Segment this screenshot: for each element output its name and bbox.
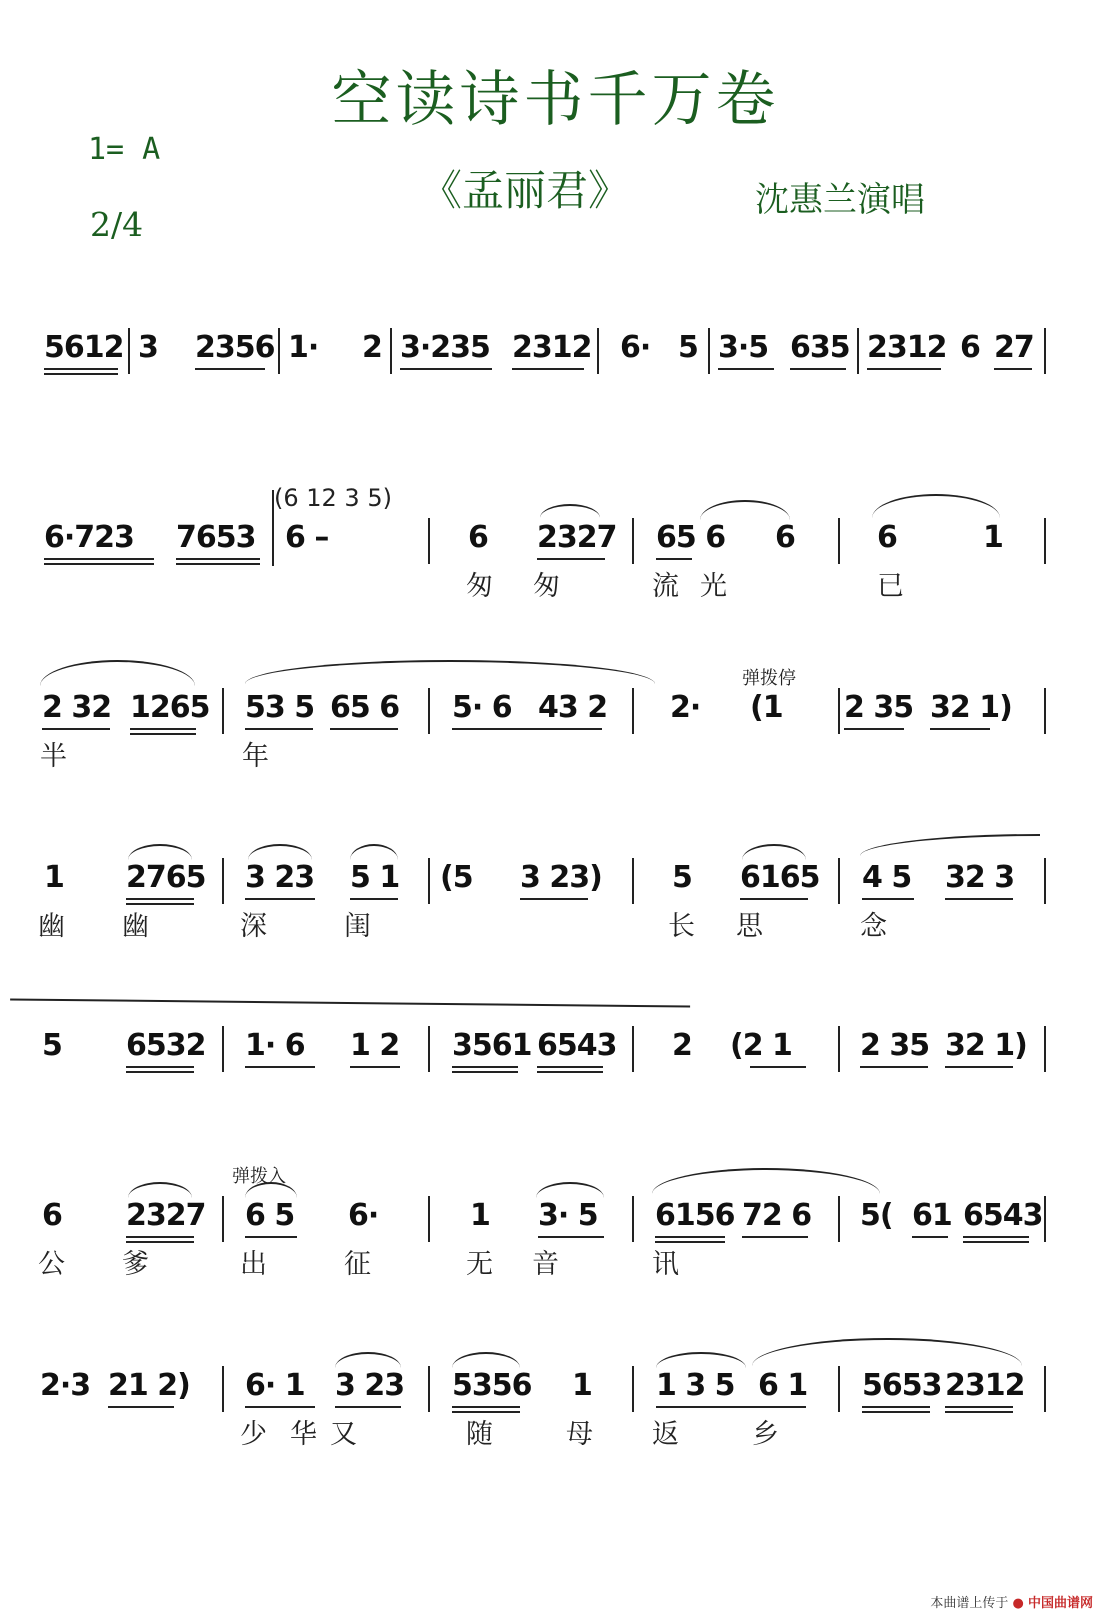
- lyric: 匆: [466, 571, 493, 602]
- barline: [428, 518, 430, 564]
- note-group: 2·3: [40, 1368, 91, 1403]
- underline: [537, 1066, 603, 1068]
- barline: [222, 688, 224, 734]
- slur: [536, 1182, 604, 1198]
- slur: [700, 500, 790, 520]
- underline: [520, 898, 588, 900]
- underline: [452, 1071, 518, 1073]
- note-group: 2765: [126, 860, 206, 895]
- accompaniment-marking: 弹拨入: [232, 1166, 286, 1187]
- underline: [750, 1066, 806, 1068]
- slur: [860, 834, 1040, 856]
- lyric: 流: [652, 571, 679, 602]
- underline: [963, 1236, 1029, 1238]
- underline: [195, 368, 265, 370]
- accompaniment-marking: (6 12 3 5): [274, 484, 392, 512]
- underline: [400, 368, 492, 370]
- page-title: 空读诗书千万卷: [331, 65, 780, 135]
- underline: [862, 1406, 930, 1408]
- note-group: 53 5: [245, 690, 315, 725]
- barline: [838, 688, 840, 734]
- underline: [718, 368, 774, 370]
- underline: [790, 368, 846, 370]
- lyric: 闺: [344, 911, 371, 942]
- lyric: 乡: [752, 1419, 779, 1450]
- underline: [335, 1406, 401, 1408]
- underline: [44, 373, 118, 375]
- underline: [656, 558, 692, 560]
- underline: [945, 1406, 1013, 1408]
- slur: [10, 998, 690, 1029]
- barline: [1044, 518, 1046, 564]
- note-group: 6543: [537, 1028, 617, 1063]
- lyric: 音: [532, 1249, 559, 1280]
- note-group: 6543: [963, 1198, 1043, 1233]
- underline: [945, 1066, 1013, 1068]
- note-group: 2312: [867, 330, 947, 365]
- barline: [1044, 1026, 1046, 1072]
- underline: [330, 728, 398, 730]
- note-group: 5· 6: [452, 690, 512, 725]
- barline: [838, 518, 840, 564]
- note-group: 2 35: [860, 1028, 930, 1063]
- accompaniment-marking: 弹拨停: [742, 668, 796, 689]
- note-group: 3·235: [400, 330, 490, 365]
- note-group: 1: [983, 520, 1003, 555]
- lyric: 征: [344, 1249, 371, 1280]
- slur: [40, 660, 195, 686]
- lyric: 返: [652, 1419, 679, 1450]
- barline: [428, 1196, 430, 1242]
- note-group: 2: [672, 1028, 692, 1063]
- barline: [838, 1196, 840, 1242]
- lyric: 幽: [122, 911, 149, 942]
- underline: [245, 898, 315, 900]
- note-group: 1265: [130, 690, 210, 725]
- note-group: 21 2): [108, 1368, 190, 1403]
- note-group: 6532: [126, 1028, 206, 1063]
- note-group: 2 35: [844, 690, 914, 725]
- barline: [632, 858, 634, 904]
- note-group: 72 6: [742, 1198, 812, 1233]
- barline: [428, 858, 430, 904]
- lyric: 又: [330, 1419, 357, 1450]
- note-group: 1·: [288, 330, 319, 365]
- slur: [248, 844, 312, 860]
- barline: [222, 1196, 224, 1242]
- underline: [537, 1071, 603, 1073]
- note-group: (1: [750, 690, 783, 725]
- barline: [272, 490, 274, 566]
- note-group: 6156: [655, 1198, 735, 1233]
- lyric: 母: [566, 1419, 593, 1450]
- note-group: 4 5: [862, 860, 912, 895]
- underline: [867, 368, 941, 370]
- lyric: 思: [736, 911, 763, 942]
- barline: [1044, 328, 1046, 374]
- slur: [872, 494, 1000, 518]
- slur: [128, 1182, 192, 1198]
- underline: [126, 1236, 194, 1238]
- lyric: 已: [877, 571, 904, 602]
- slur: [540, 504, 600, 518]
- note-group: 6 –: [285, 520, 329, 555]
- note-group: 3·5: [718, 330, 769, 365]
- barline: [428, 1366, 430, 1412]
- note-group: 6: [468, 520, 488, 555]
- slur: [652, 1168, 880, 1194]
- note-group: (2 1: [730, 1028, 792, 1063]
- note-group: 27: [994, 330, 1034, 365]
- underline: [44, 558, 154, 560]
- note-group: 6·723: [44, 520, 134, 555]
- note-group: 6· 1: [245, 1368, 305, 1403]
- note-group: 2356: [195, 330, 275, 365]
- underline: [844, 728, 904, 730]
- barline: [632, 1026, 634, 1072]
- note-group: 6 5: [245, 1198, 295, 1233]
- underline: [742, 1236, 808, 1238]
- underline: [537, 558, 605, 560]
- note-group: 5 1: [350, 860, 400, 895]
- lyric: 爹: [122, 1249, 149, 1280]
- underline: [740, 898, 808, 900]
- underline: [245, 728, 313, 730]
- barline: [632, 1196, 634, 1242]
- note-group: 43 2: [538, 690, 608, 725]
- slur: [245, 660, 655, 684]
- lyric: 念: [860, 911, 887, 942]
- slur: [452, 1352, 520, 1368]
- lyric: 光: [700, 571, 727, 602]
- underline: [862, 898, 914, 900]
- note-group: 2 32: [42, 690, 112, 725]
- underline: [945, 898, 1013, 900]
- lyric: 讯: [652, 1249, 679, 1280]
- underline: [176, 558, 260, 560]
- underline: [655, 1236, 725, 1238]
- note-group: 1 2: [350, 1028, 400, 1063]
- note-group: 3 23: [245, 860, 315, 895]
- site-logo-icon: ●: [1012, 1596, 1024, 1611]
- note-group: 6: [960, 330, 980, 365]
- note-group: 2312: [512, 330, 592, 365]
- barline: [428, 1026, 430, 1072]
- underline: [44, 368, 118, 370]
- underline: [42, 728, 110, 730]
- note-group: 3 23: [335, 1368, 405, 1403]
- note-group: 32 1): [930, 690, 1012, 725]
- barline: [390, 328, 392, 374]
- note-group: 6: [775, 520, 795, 555]
- barline: [632, 688, 634, 734]
- note-group: 1: [572, 1368, 592, 1403]
- underline: [350, 898, 398, 900]
- barline: [838, 858, 840, 904]
- upload-footer: [930, 1592, 1093, 1611]
- note-group: 5: [678, 330, 698, 365]
- barline: [1044, 1366, 1046, 1412]
- note-group: 65 6: [656, 520, 726, 555]
- note-group: 5612: [44, 330, 124, 365]
- note-group: 5(: [860, 1198, 893, 1233]
- note-group: 5: [672, 860, 692, 895]
- note-group: 3: [138, 330, 158, 365]
- barline: [597, 328, 599, 374]
- underline: [176, 563, 260, 565]
- lyric: 幽: [38, 911, 65, 942]
- note-group: 32 3: [945, 860, 1015, 895]
- barline: [838, 1026, 840, 1072]
- lyric: 出: [240, 1249, 267, 1280]
- barline: [1044, 858, 1046, 904]
- underline: [452, 1066, 518, 1068]
- underline: [130, 733, 196, 735]
- barline: [222, 1026, 224, 1072]
- lyric: 随: [466, 1419, 493, 1450]
- underline: [945, 1411, 1013, 1413]
- underline: [245, 1066, 315, 1068]
- note-group: (5: [440, 860, 473, 895]
- barline: [222, 858, 224, 904]
- underline: [860, 1066, 928, 1068]
- slur: [752, 1338, 1022, 1366]
- note-group: 1: [44, 860, 64, 895]
- note-group: 1: [470, 1198, 490, 1233]
- slur: [656, 1352, 746, 1368]
- note-group: 65 6: [330, 690, 400, 725]
- barline: [838, 1366, 840, 1412]
- note-group: 6·: [348, 1198, 379, 1233]
- underline: [930, 728, 990, 730]
- note-group: 32 1): [945, 1028, 1027, 1063]
- time-signature: 2/4: [90, 205, 144, 244]
- note-group: 2327: [126, 1198, 206, 1233]
- note-group: 3 23): [520, 860, 602, 895]
- barline: [708, 328, 710, 374]
- underline: [452, 1406, 520, 1408]
- note-group: 5356: [452, 1368, 532, 1403]
- slur: [335, 1352, 401, 1368]
- barline: [1044, 688, 1046, 734]
- barline: [857, 328, 859, 374]
- underline: [912, 1236, 948, 1238]
- underline: [126, 1066, 194, 1068]
- underline: [512, 368, 584, 370]
- underline: [862, 1411, 930, 1413]
- lyric: 少: [240, 1419, 267, 1450]
- key-signature: 1= A: [88, 132, 161, 167]
- lyric: 无: [466, 1249, 493, 1280]
- underline: [994, 368, 1032, 370]
- opera-name: 《孟丽君》: [420, 166, 631, 215]
- note-group: 5653: [862, 1368, 942, 1403]
- lyric: 长: [668, 911, 695, 942]
- note-group: 2327: [537, 520, 617, 555]
- underline: [44, 563, 154, 565]
- note-group: 6·: [620, 330, 651, 365]
- note-group: 2312: [945, 1368, 1025, 1403]
- lyric: 年: [242, 741, 269, 772]
- note-group: 6: [42, 1198, 62, 1233]
- note-group: 6 1: [758, 1368, 808, 1403]
- barline: [632, 518, 634, 564]
- lyric: 匆: [533, 571, 560, 602]
- footer-text: 本曲谱上传于: [930, 1596, 1009, 1611]
- note-group: 2: [362, 330, 382, 365]
- note-group: 635: [790, 330, 850, 365]
- lyric: 深: [240, 911, 267, 942]
- slur: [742, 844, 806, 860]
- underline: [656, 1406, 806, 1408]
- note-group: 6: [877, 520, 897, 555]
- underline: [126, 1071, 194, 1073]
- singer-credit: 沈惠兰演唱: [755, 180, 925, 220]
- note-group: 1 3 5: [656, 1368, 735, 1403]
- barline: [278, 328, 280, 374]
- barline: [222, 1366, 224, 1412]
- underline: [963, 1241, 1029, 1243]
- underline: [538, 1236, 604, 1238]
- note-group: 1· 6: [245, 1028, 305, 1063]
- slur: [128, 844, 192, 860]
- note-group: 3561: [452, 1028, 532, 1063]
- underline: [245, 1406, 315, 1408]
- note-group: 2·: [670, 690, 701, 725]
- lyric: 公: [38, 1249, 65, 1280]
- barline: [128, 328, 130, 374]
- underline: [108, 1406, 174, 1408]
- underline: [130, 728, 196, 730]
- note-group: 61: [912, 1198, 952, 1233]
- site-brand: 中国曲谱网: [1027, 1596, 1093, 1611]
- slur: [350, 844, 398, 860]
- underline: [452, 728, 602, 730]
- lyric: 半: [40, 741, 67, 772]
- note-group: 3· 5: [538, 1198, 598, 1233]
- underline: [350, 1066, 400, 1068]
- note-group: 5: [42, 1028, 62, 1063]
- barline: [428, 688, 430, 734]
- underline: [245, 1236, 297, 1238]
- underline: [126, 898, 194, 900]
- barline: [632, 1366, 634, 1412]
- note-group: 6165: [740, 860, 820, 895]
- lyric: 华: [290, 1419, 317, 1450]
- barline: [1044, 1196, 1046, 1242]
- note-group: 7653: [176, 520, 256, 555]
